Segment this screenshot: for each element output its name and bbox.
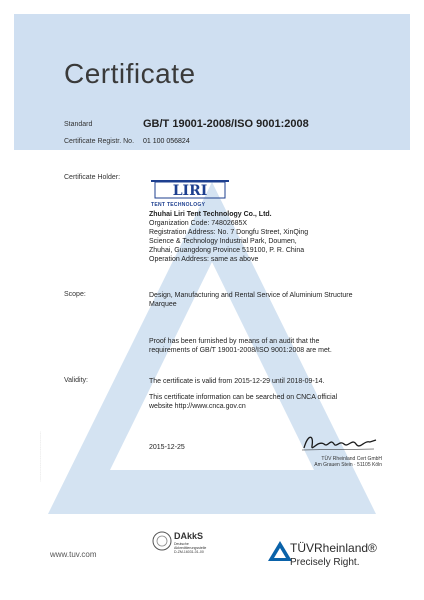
footer-url: www.tuv.com — [50, 550, 97, 559]
address-line-2: Science & Technology Industrial Park, Doumen, — [149, 238, 297, 245]
tuv-triangle-icon — [268, 541, 292, 561]
dakks-line-1: Deutsche — [174, 542, 189, 546]
dakks-name: DAkkS — [174, 531, 204, 541]
logo-text: LIRI — [172, 183, 208, 199]
standard-label: Standard — [64, 121, 93, 128]
standard-value: GB/T 19001-2008/ISO 9001:2008 — [143, 118, 309, 130]
issue-date: 2015-12-25 — [149, 444, 185, 451]
validity-line-1: The certificate is valid from 2015-12-29 until 2018-09-14. — [149, 378, 325, 385]
tuv-name: TÜVRheinland® — [290, 541, 377, 555]
proof-line-1: Proof has been furnished by means of an audit that the — [149, 338, 320, 345]
scope-label: Scope: — [64, 291, 86, 298]
holder-block — [149, 210, 308, 264]
validity-block — [149, 377, 337, 411]
proof-line-2: requirements of GB/T 19001-2008/ISO 9001:2008 are met. — [149, 347, 332, 354]
issuer-block — [300, 456, 382, 468]
issuer-line-1: TÜV Rheinland Cert GmbH — [321, 456, 382, 462]
proof-block — [149, 337, 332, 355]
address-line-1: Registration Address: No. 7 Dongfu Street, XinQing — [149, 229, 309, 236]
registration-value: 01 100 056824 — [143, 138, 190, 145]
validity-label: Validity: — [64, 377, 88, 384]
address-line-3: Zhuhai, Guangdong Province 519100, P. R. China — [149, 247, 305, 254]
tuv-tagline: Precisely Right. — [290, 557, 360, 568]
scope-block — [149, 291, 353, 309]
validity-line-3: website http://www.cnca.gov.cn — [149, 403, 246, 410]
certificate-title: Certificate — [64, 58, 196, 89]
dakks-line-2: Akkreditierungsstelle — [174, 546, 207, 550]
scope-line-1: Design, Manufacturing and Rental Service of Aluminium Structure — [149, 292, 353, 299]
registration-label: Certificate Registr. No. — [64, 138, 135, 145]
org-code: Organization Code: 74802685X — [149, 220, 248, 227]
logo-subtitle: TENT TECHNOLOGY — [151, 202, 206, 208]
validity-line-2: This certificate information can be searched on CNCA official — [149, 394, 338, 401]
issuer-line-2: Am Grauen Stein · 51105 Köln — [314, 462, 382, 468]
dakks-logo — [150, 527, 270, 567]
liri-logo — [151, 178, 229, 204]
dakks-line-3: D-ZM-16031-01-00 — [174, 550, 204, 554]
side-legal-text: ........................................................................ — [38, 431, 42, 482]
company-name: Zhuhai Liri Tent Technology Co., Ltd. — [149, 211, 272, 218]
scope-line-2: Marquee — [149, 301, 177, 308]
signature — [300, 432, 380, 454]
holder-label: Certificate Holder: — [64, 174, 121, 181]
operation-address: Operation Address: same as above — [149, 256, 259, 263]
dakks-emblem — [153, 532, 171, 550]
